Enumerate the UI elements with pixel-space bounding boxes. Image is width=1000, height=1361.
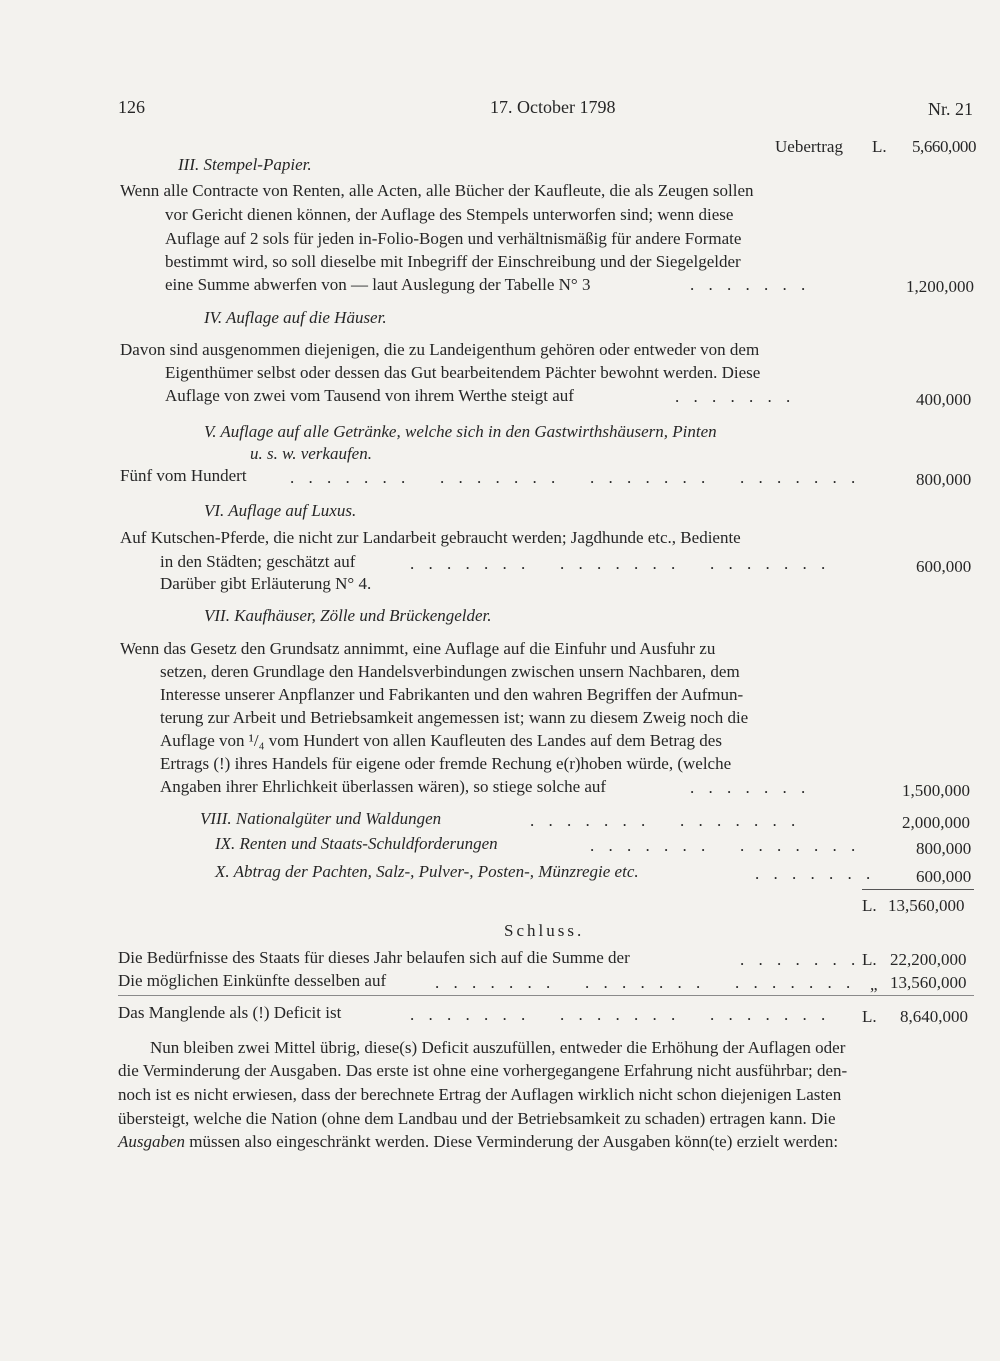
section-iv-line: Auflage von zwei vom Tausend von ihrem Werthe steigt auf [165,386,574,405]
section-title-ix: IX. Renten und Staats-Schuldforderungen [215,834,498,853]
leader-dots: . . . . . . . [530,811,651,830]
deficit-amount: 8,640,000 [900,1007,968,1026]
leader-dots: . . . . . . . [675,387,796,406]
income-amount: 13,560,000 [890,973,967,992]
section-title-v: V. Auflage auf alle Getränke, welche sich in den Gastwirthshäusern, Pinten [204,422,717,441]
document-number: Nr. 21 [928,99,973,119]
leader-dots: . . . . . . . [710,1005,831,1024]
section-x-amount: 600,000 [916,867,972,886]
page-date: 17. October 1798 [490,97,616,117]
leader-dots: . . . . . . . [755,864,876,883]
section-vii-line: Angaben ihrer Ehrlichkeit überlassen wären), so stiege solche auf [160,777,607,796]
section-iii-line: eine Summe abwerfen von — laut Auslegung der Tabelle N° 3 [165,275,591,294]
closing-paragraph-line: übersteigt, welche die Nation (ohne dem Landbau und der Betriebsamkeit zu schaden) ertragen kann. Die [118,1109,836,1128]
leader-dots: . . . . . . . [560,554,681,573]
leader-dots: . . . . . . . [680,811,801,830]
section-vi-line: in den Städten; geschätzt auf [160,552,356,571]
income-ditto: „ [870,975,878,994]
total-amount: 13,560,000 [888,896,965,915]
leader-dots: . . . . . . . [590,468,711,487]
deficit-currency: L. [862,1007,877,1026]
leader-dots: . . . . . . . [690,778,811,797]
section-iii-line: Wenn alle Contracte von Renten, alle Acten, alle Bücher der Kaufleute, die als Zeugen sollen [120,181,754,200]
leader-dots: . . . . . . . [290,468,411,487]
section-title-v-cont: u. s. w. verkaufen. [250,444,372,463]
leader-dots: . . . . . . . [740,468,861,487]
section-title-iv: IV. Auflage auf die Häuser. [204,308,387,327]
closing-paragraph-line [118,1131,838,1153]
section-iii-amount: 1,200,000 [906,277,974,296]
leader-dots: . . . . . . . [735,973,856,992]
emphasis-ausgaben: Ausgaben [118,1132,186,1151]
section-v-line: Fünf vom Hundert [120,466,247,485]
section-iv-line: Davon sind ausgenommen diejenigen, die zu Landeigenthum gehören oder entweder von dem [120,340,760,359]
closing-paragraph-line: Nun bleiben zwei Mittel übrig, diese(s) Deficit auszufüllen, entweder die Erhöhung der Auflagen oder [150,1038,846,1057]
schluss-title: Schluss. [504,921,585,940]
section-v-amount: 800,000 [916,470,972,489]
section-iii-line: Auflage auf 2 sols für jeden in-Folio-Bogen und verhältnismäßig für andere Formate [165,229,742,248]
leader-dots: . . . . . . . [440,468,561,487]
deficit-label: Das Manglende als (!) Deficit ist [118,1003,342,1022]
section-viii-amount: 2,000,000 [902,813,970,832]
section-title-vi: VI. Auflage auf Luxus. [204,501,357,520]
section-iv-amount: 400,000 [916,390,972,409]
section-vii-line: terung zur Arbeit und Betriebsamkeit angemessen ist; wann zu diesem Zweig noch die [160,708,749,727]
leader-dots: . . . . . . . [435,973,556,992]
section-iv-line: Eigenthümer selbst oder dessen das Gut bearbeitendem Pächter bewohnt werden. Diese [165,363,761,382]
needs-amount: 22,200,000 [890,950,967,969]
leader-dots: . . . . . . . [410,554,531,573]
carry-amount: 5,660,000 [912,137,977,156]
section-title-viii: VIII. Nationalgüter und Waldungen [200,809,442,828]
income-label: Die möglichen Einkünfte desselben auf [118,971,387,990]
section-title-vii: VII. Kaufhäuser, Zölle und Brückengelder. [204,606,492,625]
leader-dots: . . . . . . . [560,1005,681,1024]
needs-currency: L. [862,950,877,969]
section-vi-note: Darüber gibt Erläuterung N° 4. [160,574,372,593]
section-vii-line: Ertrags (!) ihres Handels für eigene oder fremde Rechung e(r)hoben würde, (welche [160,754,732,773]
page-number: 126 [118,97,145,117]
section-vi-amount: 600,000 [916,557,972,576]
section-iii-line: bestimmt wird, so soll dieselbe mit Inbegriff der Einschreibung und der Siegelgelder [165,252,741,271]
needs-label: Die Bedürfnisse des Staats für dieses Jahr belaufen sich auf die Summe der [118,948,630,967]
leader-dots: . . . . . . . [740,836,861,855]
section-vii-line: Interesse unserer Anpflanzer und Fabrikanten und den wahren Begriffen der Aufmun- [160,685,744,704]
divider-rule [118,995,974,996]
sum-rule [862,889,974,890]
leader-dots: . . . . . . . [710,554,831,573]
leader-dots: . . . . . . . [590,836,711,855]
leader-dots: . . . . . . . [410,1005,531,1024]
leader-dots: . . . . . . . [690,275,811,294]
section-vi-line: Auf Kutschen-Pferde, die nicht zur Landarbeit gebraucht werden; Jagdhunde etc., Bediente [120,528,741,547]
closing-paragraph-line: die Verminderung der Ausgaben. Das erste ist ohne eine vorhergegangene Erfahrung nicht ausführbar; den- [118,1061,848,1080]
section-vii-amount: 1,500,000 [902,781,970,800]
total-currency: L. [862,896,877,915]
section-vii-line: Wenn das Gesetz den Grundsatz annimmt, eine Auflage auf die Einfuhr und Ausfuhr zu [120,639,716,658]
closing-paragraph-rest: müssen also eingeschränkt werden. Diese Verminderung der Ausgaben könn(te) erzielt werden: [185,1132,839,1151]
section-vii-line: Auflage von ¹/₄ vom Hundert von allen Kaufleuten des Landes auf dem Betrag des [160,731,722,750]
leader-dots: . . . . . . . [740,950,861,969]
closing-paragraph-line: noch ist es nicht erwiesen, dass der berechnete Ertrag der Auflagen wirklich nicht schon diejenigen Lasten [118,1085,842,1104]
section-ix-amount: 800,000 [916,839,972,858]
carry-currency: L. [872,137,887,156]
carry-label: Uebertrag [775,137,843,156]
section-title-iii: III. Stempel-Papier. [178,155,312,174]
section-iii-line: vor Gericht dienen können, der Auflage des Stempels unterworfen sind; wenn diese [165,205,734,224]
section-title-x: X. Abtrag der Pachten, Salz-, Pulver-, Posten-, Münzregie etc. [215,862,639,881]
section-vii-line: setzen, deren Grundlage den Handelsverbindungen zwischen unsern Nachbaren, dem [160,662,740,681]
leader-dots: . . . . . . . [585,973,706,992]
